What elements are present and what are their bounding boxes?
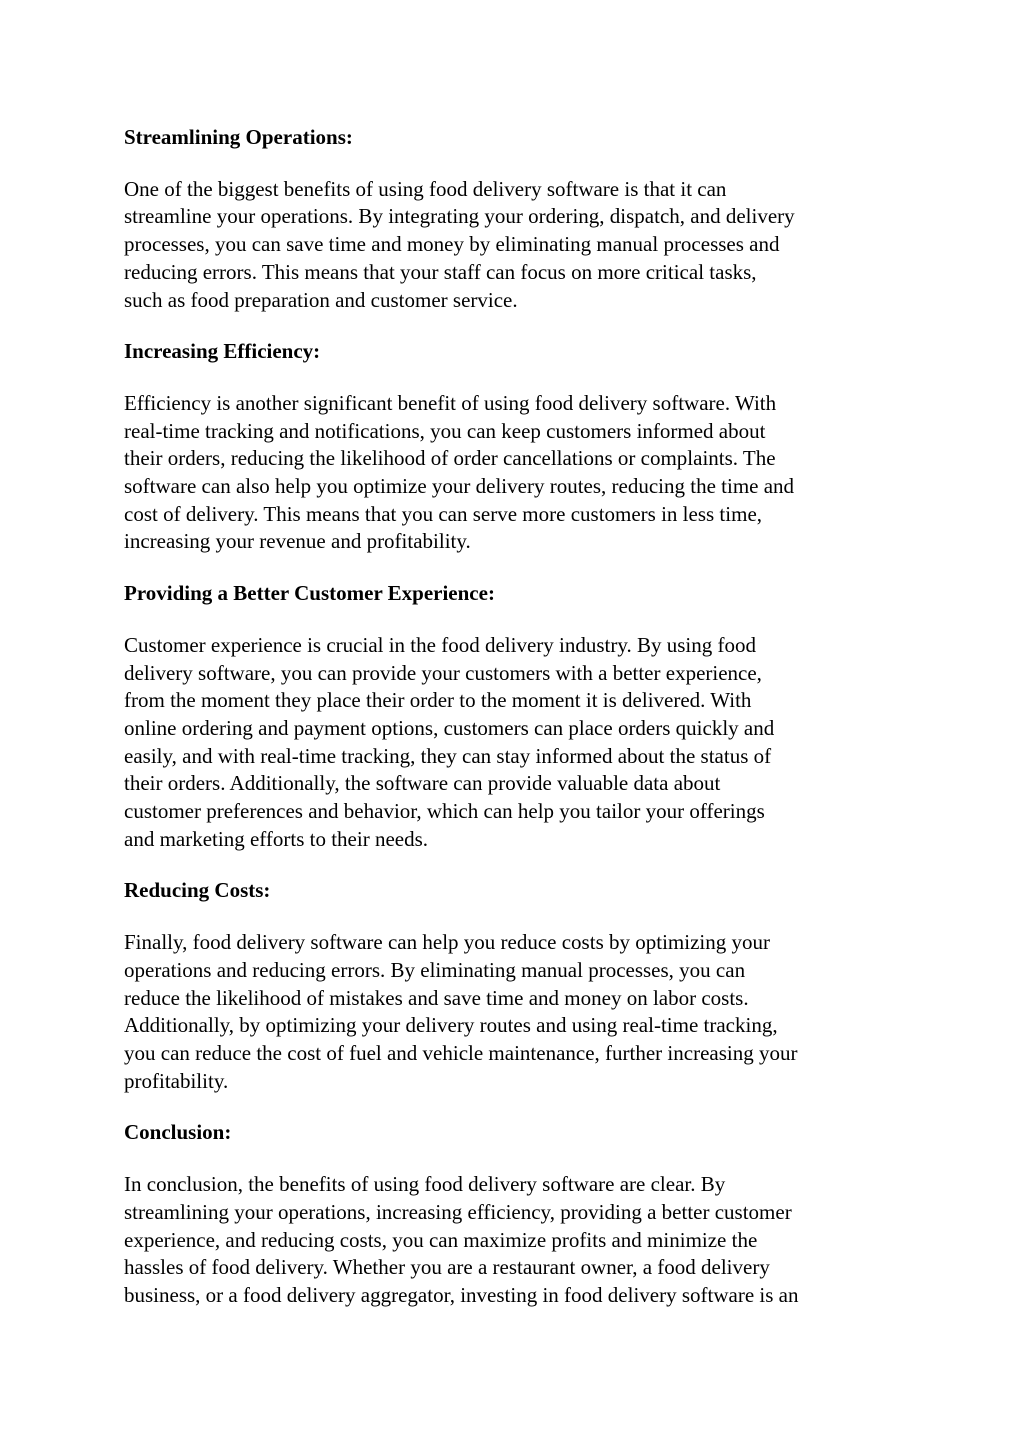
section-paragraph-increasing-efficiency xyxy=(124,390,914,556)
paragraph-line: and marketing efforts to their needs. xyxy=(124,826,429,851)
paragraph-line: online ordering and payment options, customers can place orders quickly and xyxy=(124,715,775,740)
section-paragraph-customer-experience xyxy=(124,632,914,854)
paragraph-line: Additionally, by optimizing your delivery routes and using real-time tracking, xyxy=(124,1013,778,1038)
section-paragraph-reducing-costs xyxy=(124,929,914,1095)
paragraph-line: business, or a food delivery aggregator, investing in food delivery software is an xyxy=(124,1282,799,1307)
paragraph-line: experience, and reducing costs, you can maximize profits and minimize the xyxy=(124,1227,758,1252)
paragraph-line: you can reduce the cost of fuel and vehicle maintenance, further increasing your xyxy=(124,1040,798,1065)
paragraph-line: software can also help you optimize your delivery routes, reducing the time and xyxy=(124,474,795,499)
paragraph-line: streamline your operations. By integrating your ordering, dispatch, and delivery xyxy=(124,204,795,229)
paragraph-line: easily, and with real-time tracking, they can stay informed about the status of xyxy=(124,743,772,768)
paragraph-line: cost of delivery. This means that you can serve more customers in less time, xyxy=(124,501,763,526)
section-heading-streamlining-operations: Streamlining Operations: xyxy=(124,125,353,149)
section-paragraph-streamlining-operations xyxy=(124,176,914,315)
section-heading-increasing-efficiency: Increasing Efficiency: xyxy=(124,339,321,364)
paragraph-line: from the moment they place their order to the moment it is delivered. With xyxy=(124,688,752,713)
paragraph-line: Finally, food delivery software can help you reduce costs by optimizing your xyxy=(124,930,770,955)
paragraph-line: Customer experience is crucial in the food delivery industry. By using food xyxy=(124,632,756,657)
paragraph-line: One of the biggest benefits of using food delivery software is that it can xyxy=(124,176,727,201)
paragraph-line: streamlining your operations, increasing efficiency, providing a better customer xyxy=(124,1199,792,1224)
paragraph-line: operations and reducing errors. By eliminating manual processes, you can xyxy=(124,957,746,982)
paragraph-line: In conclusion, the benefits of using food delivery software are clear. By xyxy=(124,1172,726,1197)
section-heading-customer-experience: Providing a Better Customer Experience: xyxy=(124,581,495,606)
section-heading-reducing-costs: Reducing Costs: xyxy=(124,878,271,903)
paragraph-line: Efficiency is another significant benefit of using food delivery software. With xyxy=(124,390,777,415)
paragraph-line: delivery software, you can provide your customers with a better experience, xyxy=(124,660,762,685)
paragraph-line: their orders. Additionally, the software can provide valuable data about xyxy=(124,771,721,796)
paragraph-line: real-time tracking and notifications, you can keep customers informed about xyxy=(124,418,766,443)
paragraph-line: profitability. xyxy=(124,1068,229,1093)
paragraph-line: increasing your revenue and profitability. xyxy=(124,529,471,554)
paragraph-line: reducing errors. This means that your staff can focus on more critical tasks, xyxy=(124,259,757,284)
section-paragraph-conclusion xyxy=(124,1171,914,1310)
section-heading-conclusion: Conclusion: xyxy=(124,1120,232,1145)
paragraph-line: processes, you can save time and money by eliminating manual processes and xyxy=(124,232,780,257)
paragraph-line: such as food preparation and customer service. xyxy=(124,287,518,312)
document-content xyxy=(124,124,914,1334)
paragraph-line: hassles of food delivery. Whether you are a restaurant owner, a food delivery xyxy=(124,1255,770,1280)
paragraph-line: customer preferences and behavior, which can help you tailor your offerings xyxy=(124,799,765,824)
paragraph-line: their orders, reducing the likelihood of order cancellations or complaints. The xyxy=(124,446,776,471)
paragraph-line: reduce the likelihood of mistakes and save time and money on labor costs. xyxy=(124,985,749,1010)
